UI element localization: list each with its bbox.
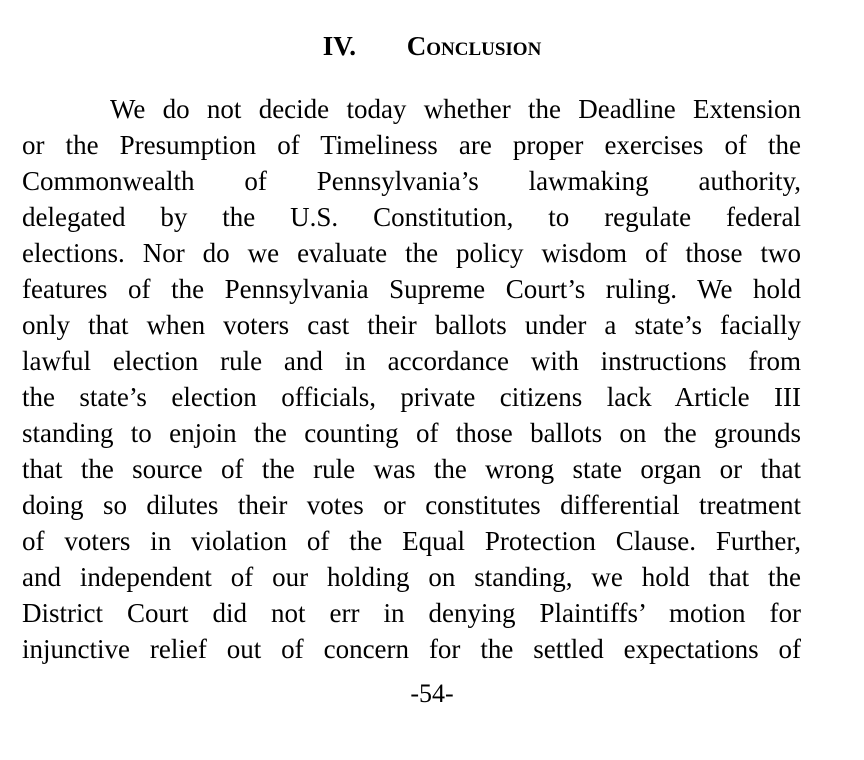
paragraph-line: that the source of the rule was the wrong state organ or that (22, 454, 801, 484)
paragraph-line: or the Presumption of Timeliness are proper exercises of the (22, 130, 801, 160)
paragraph-line: features of the Pennsylvania Supreme Court’s ruling. We hold (22, 274, 801, 304)
paragraph-line: injunctive relief out of concern for the settled expectations of (22, 634, 801, 664)
paragraph-line: standing to enjoin the counting of those ballots on the grounds (22, 418, 801, 448)
conclusion-paragraph (22, 91, 801, 667)
paragraph-line: We do not decide today whether the Deadline Extension (110, 94, 801, 124)
section-title: Conclusion (406, 31, 542, 61)
paragraph-line: District Court did not err in denying Plaintiffs’ motion for (22, 598, 801, 628)
paragraph-line: the state’s election officials, private citizens lack Article III (22, 382, 801, 412)
paragraph-line: only that when voters cast their ballots under a state’s facially (22, 310, 801, 340)
paragraph-line: of voters in violation of the Equal Protection Clause. Further, (22, 526, 801, 556)
paragraph-line: and independent of our holding on standing, we hold that the (22, 562, 801, 592)
section-numeral: IV. (322, 31, 356, 61)
paragraph-line: lawful election rule and in accordance with instructions from (22, 346, 801, 376)
section-heading (0, 28, 864, 64)
paragraph-line: delegated by the U.S. Constitution, to regulate federal (22, 202, 801, 232)
paragraph-line: elections. Nor do we evaluate the policy wisdom of those two (22, 238, 801, 268)
paragraph-line: doing so dilutes their votes or constitutes differential treatment (22, 490, 801, 520)
paragraph-line: Commonwealth of Pennsylvania’s lawmaking authority, (22, 166, 801, 196)
page-number: -54- (410, 679, 454, 708)
